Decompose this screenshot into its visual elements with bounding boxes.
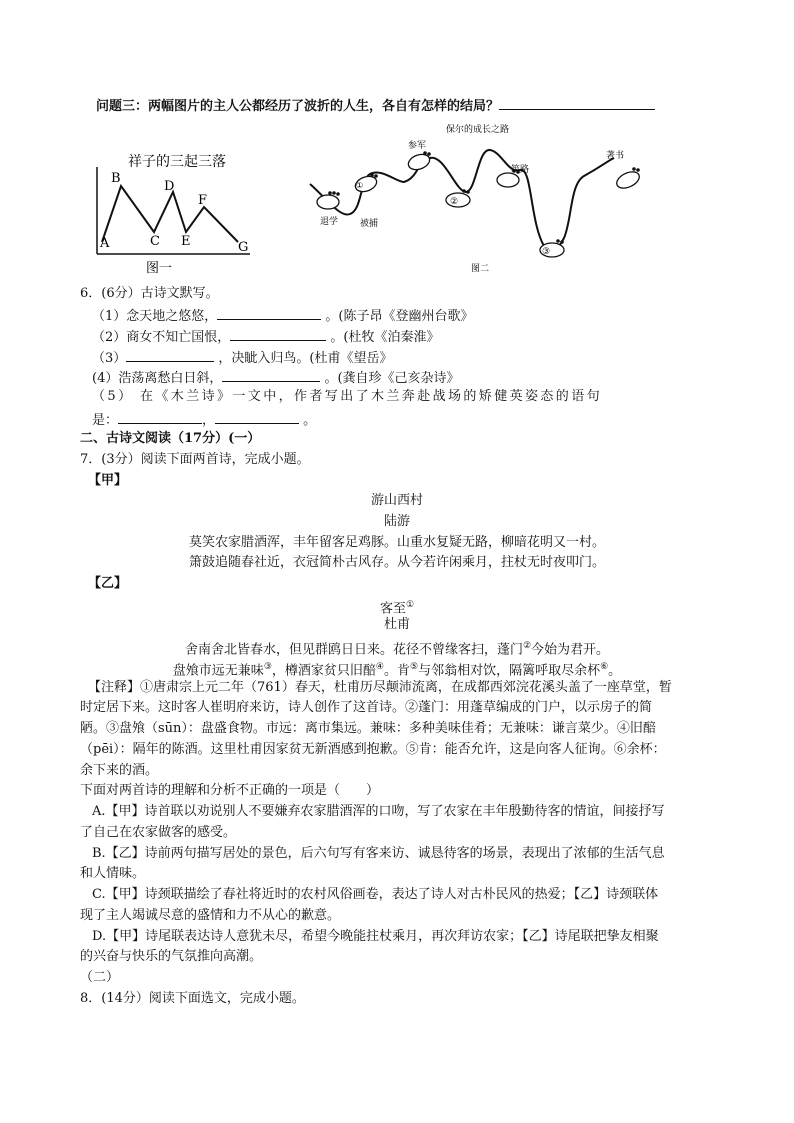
q6-item-5b — [92, 409, 316, 430]
label-canjun: 参军 — [408, 141, 427, 151]
footnote-ref: ② — [522, 641, 532, 651]
text: 。肯 — [383, 663, 410, 679]
label-zhulu: 筑路 — [511, 165, 530, 175]
mark-3: ③ — [542, 247, 551, 257]
footprint-7 — [614, 167, 642, 191]
label-beibu: 被捕 — [360, 219, 379, 229]
point-g: G — [238, 240, 249, 255]
comma: ， — [202, 413, 216, 428]
note-line-3: 陋。③盘飧（sūn）：盘盛食物。市远：离市集远。兼味：多种美味佳肴；无兼味：谦言菜少。④旧醅 — [80, 721, 656, 736]
option-a-line-1: A.【甲】诗首联以劝说别人不要嫌弃农家腊酒浑的口吻，写了农家在丰年殷勤待客的情谊，间接抒写 — [92, 804, 665, 819]
option-a-line-2: 了自己在农家做客的感受。 — [80, 825, 237, 840]
blank — [222, 367, 320, 382]
poem-2-title — [0, 596, 794, 618]
q6-item-1 — [92, 305, 474, 326]
q6-item-3-prefix: （3） — [92, 351, 127, 366]
poem-1-title: 游山西村 — [370, 493, 423, 508]
blank — [230, 326, 326, 341]
text: 今始为君开。 — [531, 642, 610, 658]
q6-item-5: （5） 在《木兰诗》一文中，作者写出了木兰奔赴战场的矫健英姿态的语句 — [92, 389, 603, 404]
point-e: E — [181, 234, 191, 249]
section-2-head: 二、古诗文阅读（17分）(一） — [80, 431, 261, 446]
point-f: F — [198, 193, 208, 208]
q6-item-3-text: ，决眦入归鸟。(杜甫《望岳》 — [218, 351, 393, 366]
footnote-ref: ③ — [263, 662, 272, 672]
mark-2: ② — [450, 197, 459, 207]
note-line-1: 【注释】①唐肃宗上元二年（761）春天，杜甫历尽颠沛流离，在成都西郊浣花溪头盖了一座草堂，暂 — [88, 680, 672, 695]
q6-item-2-source: 。(杜牧《泊秦淮》 — [330, 330, 440, 345]
q6-head: 6．(6分）古诗文默写。 — [80, 286, 219, 301]
q6-item-2-text: （2）商女不知亡国恨， — [92, 330, 231, 345]
q6-item-2 — [92, 326, 440, 347]
q8-head: 8．(14分）阅读下面选文，完成小题。 — [80, 991, 305, 1006]
poem-2-title-text: 客至 — [379, 601, 406, 617]
figure-2-paul — [306, 118, 666, 278]
option-c-line-1: C.【甲】诗颈联描绘了春社将近时的农村风俗画卷，表达了诗人对古朴民风的热爱；【乙】诗颈联体 — [92, 887, 659, 902]
note-line-5: 余下来的酒。 — [80, 763, 159, 778]
figure-2-caption: 图二 — [471, 264, 490, 274]
option-b-line-2: 和人情味。 — [80, 866, 146, 881]
option-b-line-1: B.【乙】诗前两句描写居处的景色，后六句写有客来访、诚恳待客的场景，表现出了浓郁的生活气息 — [92, 846, 665, 861]
option-d-line-1: D.【甲】诗尾联表达诗人意犹未尽，希望今晚能拄杖乘月，再次拜访农家；【乙】诗尾联把挚友相聚 — [92, 929, 659, 944]
q7-ask: 下面对两首诗的理解和分析不正确的一项是（ ） — [80, 783, 380, 798]
text: 舍南舍北皆春水，但见群鸥日日来。花径不曾缘客扫，蓬门 — [184, 642, 523, 658]
option-d-line-2: 的兴奋与快乐的气氛推向高潮。 — [80, 949, 263, 964]
footprint-3 — [406, 151, 431, 172]
blank — [118, 409, 202, 424]
text: ，樽酒家贫只旧醅 — [271, 663, 376, 679]
poem-2-line-1 — [0, 637, 794, 659]
footnote-ref: ④ — [375, 662, 384, 672]
period: 。 — [303, 413, 317, 428]
blank — [215, 409, 299, 424]
q6-item-4-text: (4）浩荡离愁白日斜， — [92, 371, 223, 386]
blank — [217, 305, 321, 320]
footnote-ref: ① — [405, 600, 415, 610]
q6-item-3 — [92, 347, 393, 368]
note-line-2: 时定居下来。这时客人崔明府来访，诗人创作了这首诗。②蓬门：用蓬草编成的门户，以示房子的简 — [80, 700, 653, 715]
poem-1-line-2: 箫鼓追随春社近，衣冠简朴古风存。从今若许闲乘月，拄杖无时夜叩门。 — [188, 555, 605, 570]
footnote-ref: ⑥ — [600, 662, 609, 672]
footnote-ref: ⑤ — [410, 662, 419, 672]
part-2-head: （二） — [80, 970, 120, 985]
blank — [126, 347, 214, 362]
label-jia: 【甲】 — [88, 473, 128, 488]
q6-item-1-text: （1）念天地之悠悠， — [92, 309, 218, 324]
text: 盘飧市远无兼味 — [172, 663, 264, 679]
q6-item-4-source: 。(龚自珍《己亥杂诗》 — [324, 371, 460, 386]
poem-2-author: 杜甫 — [383, 617, 410, 632]
figure-2-title: 保尔的成长之路 — [446, 125, 510, 135]
point-b: B — [111, 171, 121, 186]
figure-1-caption: 图一 — [146, 261, 173, 276]
q6-item-4 — [92, 367, 460, 388]
point-d: D — [164, 179, 175, 194]
figure-1-title: 祥子的三起三落 — [128, 154, 226, 170]
poem-1-line-1: 莫笑农家腊酒浑，丰年留客足鸡豚。山重水复疑无路，柳暗花明又一村。 — [188, 535, 605, 550]
mark-1: ① — [356, 181, 364, 190]
label-zhushu: 著书 — [606, 151, 625, 161]
text: 与邻翁相对饮，隔篱呼取尽余杯 — [418, 663, 601, 679]
question-3-text: 问题三：两幅图片的主人公都经历了波折的人生，各自有怎样的结局？ — [96, 99, 500, 114]
question-3 — [96, 95, 655, 116]
poem-2-line-2 — [0, 658, 794, 680]
figure-1-xiangzi — [88, 150, 263, 278]
q7-head: 7．(3分）阅读下面两首诗，完成小题。 — [80, 452, 310, 467]
option-c-line-2: 现了主人竭诚尽意的盛情和力不从心的歉意。 — [80, 908, 341, 923]
poem-1-author: 陆游 — [383, 514, 410, 529]
text: 。 — [608, 663, 622, 679]
label-tuixue: 退学 — [320, 217, 339, 227]
q6-item-5-prefix: 是： — [92, 413, 119, 428]
point-a: A — [100, 236, 110, 251]
answer-blank — [499, 95, 655, 110]
label-yi: 【乙】 — [88, 576, 128, 591]
q6-item-1-source: 。(陈子昂《登幽州台歌》 — [325, 309, 474, 324]
point-c: C — [150, 234, 160, 249]
note-line-4: （pēi）：隔年的陈酒。这里杜甫因家贫无新酒感到抱歉。⑤肯：能否允许，这是向客人征询。⑥余杯： — [80, 742, 666, 757]
figure-1-curve — [102, 186, 238, 242]
